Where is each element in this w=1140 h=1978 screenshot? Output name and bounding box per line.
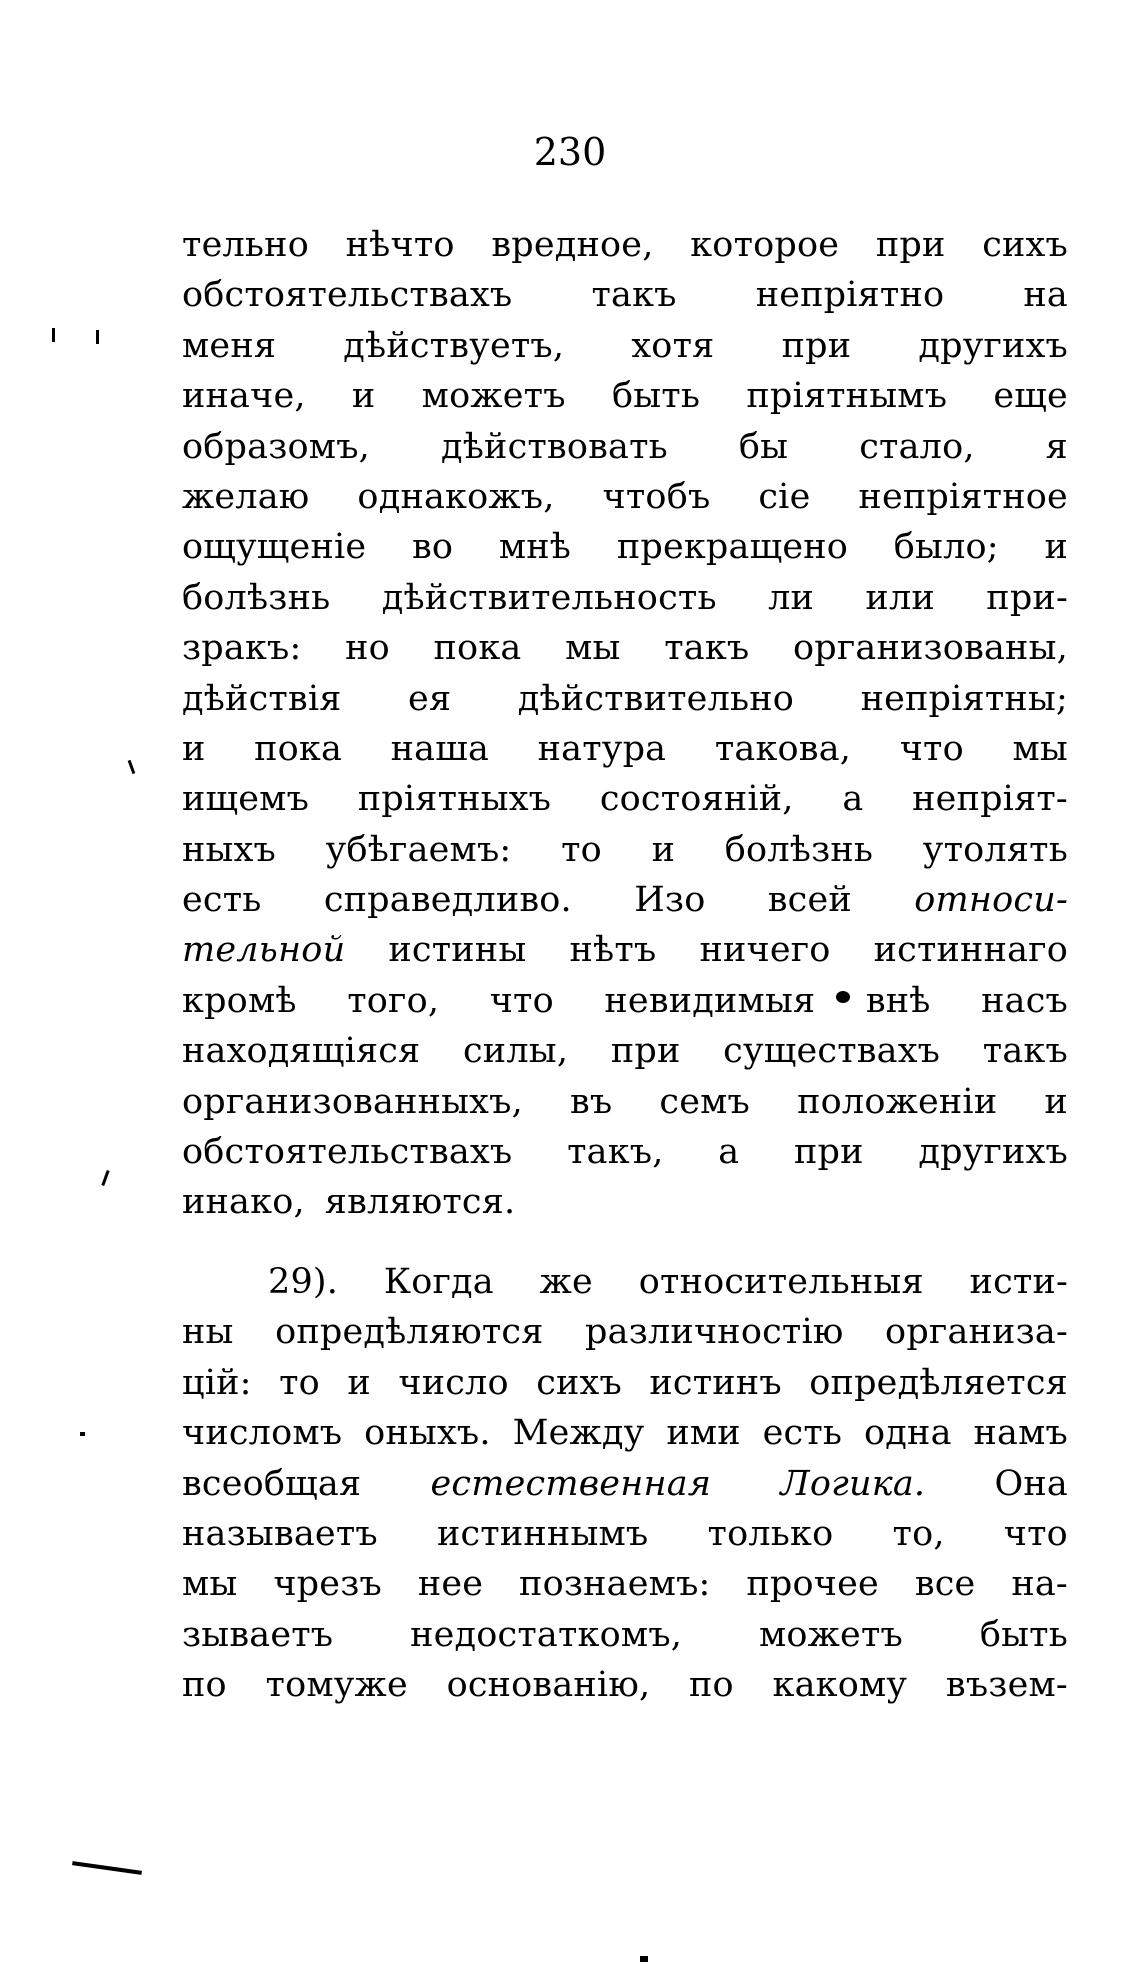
word: томуже bbox=[265, 1665, 408, 1706]
word: и bbox=[1044, 527, 1068, 568]
word: при bbox=[794, 1132, 864, 1173]
text-line bbox=[182, 376, 1068, 426]
text-line bbox=[182, 1363, 1068, 1413]
word: все bbox=[914, 1564, 976, 1605]
text-line bbox=[182, 1312, 1068, 1362]
word: познаемъ: bbox=[519, 1564, 711, 1605]
word: Между bbox=[512, 1413, 645, 1454]
word: существахъ bbox=[723, 1031, 941, 1072]
word: при bbox=[875, 225, 946, 265]
word: меня bbox=[182, 325, 277, 366]
word: которое bbox=[690, 225, 840, 265]
word: и bbox=[347, 1362, 371, 1403]
word: такъ, bbox=[567, 1132, 664, 1173]
word: цій: bbox=[182, 1362, 252, 1403]
word: по bbox=[182, 1665, 227, 1706]
word: обстоятельствахъ bbox=[182, 275, 513, 316]
word: а bbox=[718, 1132, 740, 1173]
word: прочее bbox=[746, 1564, 879, 1605]
word: непріятно bbox=[755, 275, 945, 316]
word: оныхъ. bbox=[364, 1413, 491, 1454]
text-line bbox=[182, 1564, 1068, 1614]
word: тельно bbox=[182, 225, 309, 265]
text-line bbox=[182, 1514, 1068, 1564]
word: инако, bbox=[182, 1182, 305, 1223]
word: мы bbox=[182, 1564, 238, 1605]
word: въ bbox=[569, 1081, 613, 1122]
text-line bbox=[182, 679, 1068, 729]
word: только bbox=[707, 1513, 834, 1554]
word: опредѣляется bbox=[809, 1362, 1068, 1403]
margin-mark bbox=[72, 1861, 142, 1875]
word: всеобщая bbox=[182, 1463, 362, 1504]
word: непріят- bbox=[912, 779, 1068, 820]
text-line bbox=[182, 729, 1068, 779]
word: дѣйствительность bbox=[381, 577, 717, 618]
word: и bbox=[351, 376, 376, 417]
text-line bbox=[182, 427, 1068, 477]
word: възем- bbox=[945, 1665, 1068, 1706]
word: дѣйствуетъ, bbox=[343, 325, 565, 366]
text-line bbox=[182, 779, 1068, 829]
word: дѣйствовать bbox=[440, 426, 668, 467]
text-line bbox=[182, 1082, 1068, 1132]
word: состояній, bbox=[599, 779, 794, 820]
word: по bbox=[689, 1665, 734, 1706]
word: ныхъ bbox=[182, 829, 276, 870]
word: было; bbox=[893, 527, 999, 568]
word: дѣйствія bbox=[182, 678, 342, 719]
word: число bbox=[398, 1362, 509, 1403]
word: и bbox=[651, 829, 676, 870]
word: наша bbox=[390, 728, 490, 769]
word: болѣзнь bbox=[724, 829, 874, 870]
word: пока bbox=[433, 628, 522, 669]
text-line bbox=[182, 981, 1068, 1031]
text-line bbox=[182, 930, 1068, 980]
word: опредѣляются bbox=[275, 1312, 544, 1353]
word: пріятнымъ bbox=[746, 376, 948, 417]
word: хотя bbox=[631, 325, 715, 366]
text-line bbox=[182, 1615, 1068, 1665]
word: сіе bbox=[758, 476, 811, 517]
text-line bbox=[182, 326, 1068, 376]
word: какому bbox=[772, 1665, 908, 1706]
word: натура bbox=[537, 728, 667, 769]
word: пріятныхъ bbox=[357, 779, 552, 820]
word: такова, bbox=[714, 728, 852, 769]
word: мы bbox=[1012, 728, 1068, 769]
word: недостаткомъ, bbox=[410, 1614, 683, 1655]
word: то, bbox=[892, 1513, 945, 1554]
word: являются. bbox=[324, 1182, 516, 1223]
word: организованы, bbox=[792, 628, 1068, 669]
word: естественная bbox=[430, 1463, 712, 1504]
text-line bbox=[182, 275, 1068, 325]
page-number: 230 bbox=[533, 130, 607, 174]
word: вредное, bbox=[491, 225, 654, 265]
word: различностію bbox=[585, 1312, 844, 1353]
word: называетъ bbox=[182, 1513, 378, 1554]
text-line bbox=[182, 1262, 1068, 1312]
word: организа- bbox=[885, 1312, 1068, 1353]
word: мнѣ bbox=[498, 527, 572, 568]
word: чтобъ bbox=[602, 476, 711, 517]
word: всей bbox=[767, 880, 852, 921]
word: истинъ bbox=[649, 1362, 782, 1403]
word: желаю bbox=[182, 476, 310, 517]
word: что bbox=[489, 980, 554, 1021]
word: нее bbox=[417, 1564, 484, 1605]
word: семъ bbox=[659, 1081, 751, 1122]
word: или bbox=[865, 577, 935, 618]
word: можетъ bbox=[421, 376, 566, 417]
word: сихъ bbox=[982, 225, 1068, 265]
ink-blot bbox=[836, 991, 850, 1003]
word: нѣчто bbox=[345, 225, 455, 265]
word: и bbox=[182, 728, 206, 769]
word: истиннымъ bbox=[436, 1513, 649, 1554]
text-line bbox=[182, 1665, 1068, 1715]
word: нѣтъ bbox=[569, 930, 657, 971]
margin-mark bbox=[128, 760, 136, 774]
word: относи- bbox=[914, 880, 1068, 921]
word: Когда bbox=[383, 1262, 494, 1302]
word: Она bbox=[994, 1463, 1068, 1504]
word: есть bbox=[762, 1413, 843, 1454]
word: есть bbox=[182, 880, 262, 921]
word: положеніи bbox=[797, 1081, 998, 1122]
paragraph-2 bbox=[182, 1262, 1068, 1716]
paragraph-1 bbox=[182, 225, 1068, 1233]
word: на- bbox=[1011, 1564, 1068, 1605]
word: и bbox=[1044, 1081, 1068, 1122]
word: намъ bbox=[973, 1413, 1068, 1454]
margin-mark bbox=[52, 328, 55, 342]
word: при bbox=[610, 1031, 681, 1072]
word: быть bbox=[979, 1614, 1068, 1655]
text-line bbox=[182, 1182, 1068, 1232]
word: иначе, bbox=[182, 376, 306, 417]
text-line bbox=[182, 1031, 1068, 1081]
word: основанію, bbox=[446, 1665, 651, 1706]
word: ими bbox=[666, 1413, 741, 1454]
text-line bbox=[182, 578, 1068, 628]
word: я bbox=[1045, 426, 1068, 467]
word: Изо bbox=[634, 880, 706, 921]
word: непріятны; bbox=[860, 678, 1068, 719]
word: зракъ: bbox=[182, 628, 302, 669]
word: ощущеніе bbox=[182, 527, 367, 568]
text-line bbox=[182, 880, 1068, 930]
word: прекращено bbox=[616, 527, 849, 568]
word: однакожъ, bbox=[357, 476, 555, 517]
text-line bbox=[182, 628, 1068, 678]
word: образомъ, bbox=[182, 426, 370, 467]
word: непріятное bbox=[858, 476, 1068, 517]
word: Логика. bbox=[780, 1463, 926, 1504]
word: то bbox=[561, 829, 602, 870]
word: то bbox=[279, 1362, 320, 1403]
word: истины bbox=[388, 930, 527, 971]
word: пока bbox=[254, 728, 343, 769]
margin-mark bbox=[80, 1432, 85, 1436]
margin-mark bbox=[640, 1956, 648, 1962]
word: ищемъ bbox=[182, 779, 310, 820]
word: сихъ bbox=[536, 1362, 622, 1403]
word: при bbox=[781, 325, 852, 366]
word: на bbox=[1023, 275, 1068, 316]
word: ничего bbox=[699, 930, 831, 971]
word: мы bbox=[565, 628, 621, 669]
word: ея bbox=[408, 678, 452, 719]
word: зываетъ bbox=[182, 1614, 334, 1655]
word: относительныя bbox=[638, 1262, 924, 1302]
text-line bbox=[182, 477, 1068, 527]
word: силы, bbox=[463, 1031, 569, 1072]
word: при- bbox=[986, 577, 1068, 618]
word: находящіяся bbox=[182, 1031, 421, 1072]
text-line bbox=[182, 1132, 1068, 1182]
word: быть bbox=[611, 376, 701, 417]
word: организованныхъ, bbox=[182, 1081, 523, 1122]
word: а bbox=[842, 779, 864, 820]
text-line bbox=[182, 225, 1068, 275]
word: но bbox=[345, 628, 390, 669]
word: еще bbox=[993, 376, 1068, 417]
word: утолять bbox=[922, 829, 1068, 870]
word: ны bbox=[182, 1312, 234, 1353]
word: болѣзнь bbox=[182, 577, 331, 618]
word: такъ bbox=[982, 1031, 1068, 1072]
word: исти- bbox=[969, 1262, 1068, 1302]
word: другихъ bbox=[918, 325, 1068, 366]
word: обстоятельствахъ bbox=[182, 1132, 513, 1173]
word: невидимыя bbox=[604, 980, 816, 1021]
text-line bbox=[182, 1413, 1068, 1463]
word: насъ bbox=[981, 980, 1068, 1021]
word: бы bbox=[738, 426, 789, 467]
word: истиннаго bbox=[873, 930, 1068, 971]
word: 29). bbox=[268, 1262, 339, 1302]
word: что bbox=[1003, 1513, 1068, 1554]
margin-mark bbox=[96, 330, 99, 344]
word: такъ bbox=[591, 275, 677, 316]
word: дѣйствительно bbox=[517, 678, 795, 719]
word: ли bbox=[768, 577, 815, 618]
word: кромѣ bbox=[182, 980, 297, 1021]
word: же bbox=[539, 1262, 593, 1302]
word: того, bbox=[347, 980, 440, 1021]
text-line bbox=[182, 830, 1068, 880]
text-line bbox=[182, 527, 1068, 577]
word: во bbox=[411, 527, 454, 568]
word: справедливо. bbox=[323, 880, 572, 921]
word: внѣ bbox=[865, 980, 931, 1021]
word: можетъ bbox=[758, 1614, 903, 1655]
word: тельной bbox=[182, 930, 346, 971]
word: чрезъ bbox=[273, 1564, 382, 1605]
word: числомъ bbox=[182, 1413, 343, 1454]
margin-mark bbox=[101, 1170, 109, 1186]
word: такъ bbox=[664, 628, 750, 669]
word: одна bbox=[864, 1413, 952, 1454]
word: что bbox=[899, 728, 964, 769]
word: другихъ bbox=[918, 1132, 1068, 1173]
word: убѣгаемъ: bbox=[325, 829, 512, 870]
text-line bbox=[182, 1464, 1068, 1514]
word: стало, bbox=[859, 426, 975, 467]
